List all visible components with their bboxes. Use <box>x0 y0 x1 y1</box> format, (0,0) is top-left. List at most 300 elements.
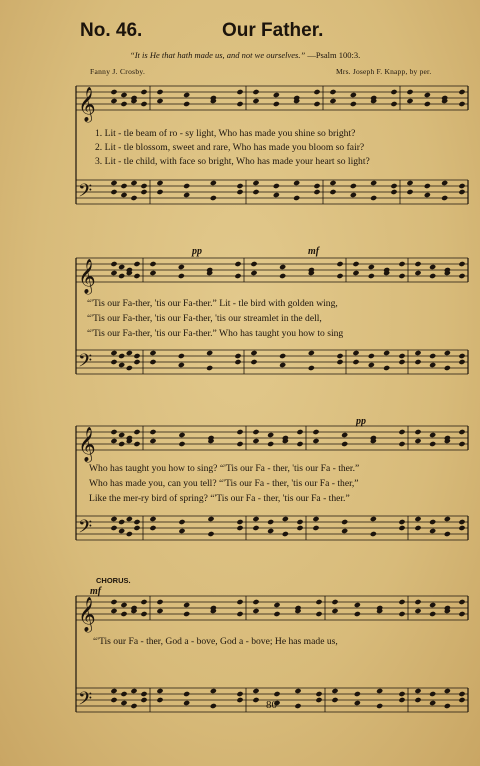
note-head <box>149 438 156 444</box>
staff-lines <box>76 86 468 712</box>
note-head <box>429 691 436 697</box>
note-head <box>110 270 117 276</box>
note-head <box>140 691 147 697</box>
note-head <box>329 189 336 195</box>
note-head <box>331 608 338 614</box>
note-head <box>429 700 436 706</box>
note-head <box>133 525 140 531</box>
note-head <box>252 608 259 614</box>
note-head <box>183 611 190 617</box>
note-heads <box>110 89 465 709</box>
note-head <box>370 180 377 186</box>
note-head <box>273 101 280 107</box>
treble-clef-icon: 𝄞 <box>78 597 96 632</box>
note-head <box>110 429 117 435</box>
note-head <box>398 599 405 605</box>
note-head <box>130 688 137 694</box>
note-head <box>110 516 117 522</box>
note-head <box>458 261 465 267</box>
note-head <box>183 101 190 107</box>
note-head <box>313 101 320 107</box>
note-head <box>458 599 465 605</box>
note-head <box>414 261 421 267</box>
note-head <box>331 697 338 703</box>
note-head <box>390 189 397 195</box>
note-head <box>156 89 163 95</box>
note-head <box>315 697 322 703</box>
note-head <box>383 365 390 371</box>
note-head <box>183 691 190 697</box>
note-head <box>118 432 125 438</box>
note-head <box>236 89 243 95</box>
note-head <box>250 261 257 267</box>
note-head <box>315 691 322 697</box>
epigraph-text: “It is He that hath made us, and not we ourselves.” <box>130 50 306 60</box>
system1-verse1: 1. Lit - tle beam of ro - sy light, Who has made you shine so bright? <box>95 128 356 139</box>
note-head <box>458 525 465 531</box>
note-head <box>331 599 338 605</box>
note-head <box>133 273 140 279</box>
note-head <box>210 195 217 201</box>
note-head <box>110 688 117 694</box>
note-head <box>383 350 390 356</box>
note-head <box>414 697 421 703</box>
note-head <box>458 519 465 525</box>
note-head <box>183 183 190 189</box>
note-head <box>118 362 125 368</box>
note-head <box>398 441 405 447</box>
note-head <box>296 525 303 531</box>
note-head <box>156 189 163 195</box>
note-head <box>133 429 140 435</box>
note-head <box>368 273 375 279</box>
note-head <box>296 519 303 525</box>
note-head <box>156 180 163 186</box>
note-head <box>341 519 348 525</box>
note-head <box>156 697 163 703</box>
system3-verse3: Like the mer-ry bird of spring? “'Tis our Fa - ther, 'tis our Fa - ther.” <box>89 493 350 504</box>
note-head <box>110 599 117 605</box>
note-head <box>458 611 465 617</box>
note-head <box>354 602 361 608</box>
note-head <box>140 189 147 195</box>
note-head <box>315 611 322 617</box>
note-head <box>429 519 436 525</box>
note-head <box>120 611 127 617</box>
note-head <box>398 359 405 365</box>
note-head <box>250 359 257 365</box>
note-head <box>458 101 465 107</box>
note-head <box>444 531 451 537</box>
note-head <box>149 516 156 522</box>
note-head <box>133 441 140 447</box>
note-head <box>398 273 405 279</box>
note-head <box>294 703 301 709</box>
note-head <box>267 441 274 447</box>
note-head <box>414 429 421 435</box>
epigraph-reference: —Psalm 100:3. <box>307 50 361 60</box>
note-head <box>110 438 117 444</box>
note-head <box>444 516 451 522</box>
note-head <box>210 703 217 709</box>
note-head <box>133 261 140 267</box>
note-head <box>414 688 421 694</box>
note-head <box>293 195 300 201</box>
note-head <box>252 599 259 605</box>
note-head <box>336 261 343 267</box>
bass-clef-icon: 𝄢 <box>78 517 93 542</box>
note-head <box>110 89 117 95</box>
note-head <box>178 264 185 270</box>
note-head <box>350 183 357 189</box>
note-head <box>149 525 156 531</box>
note-head <box>273 611 280 617</box>
note-head <box>429 353 436 359</box>
note-head <box>424 192 431 198</box>
note-head <box>234 261 241 267</box>
treble-clef-icon: 𝄞 <box>78 259 96 294</box>
note-head <box>140 183 147 189</box>
note-head <box>234 273 241 279</box>
note-head <box>110 608 117 614</box>
note-head <box>424 183 431 189</box>
note-head <box>120 92 127 98</box>
note-head <box>210 180 217 186</box>
composer-credit: Mrs. Joseph F. Knapp, by per. <box>336 67 432 76</box>
note-head <box>312 516 319 522</box>
note-head <box>282 516 289 522</box>
note-head <box>329 89 336 95</box>
note-head <box>458 183 465 189</box>
note-head <box>458 189 465 195</box>
note-head <box>110 525 117 531</box>
note-head <box>120 183 127 189</box>
note-head <box>183 700 190 706</box>
note-head <box>429 611 436 617</box>
note-head <box>236 183 243 189</box>
note-head <box>458 441 465 447</box>
note-head <box>110 189 117 195</box>
dynamic-mf-1: mf <box>308 246 320 257</box>
note-head <box>352 359 359 365</box>
note-head <box>110 261 117 267</box>
note-head <box>376 688 383 694</box>
note-head <box>236 599 243 605</box>
note-head <box>252 189 259 195</box>
note-head <box>429 264 436 270</box>
note-head <box>315 599 322 605</box>
note-head <box>118 519 125 525</box>
note-head <box>350 192 357 198</box>
note-head <box>429 362 436 368</box>
note-head <box>444 688 451 694</box>
note-head <box>352 350 359 356</box>
note-head <box>424 101 431 107</box>
note-head <box>368 353 375 359</box>
note-head <box>178 432 185 438</box>
note-head <box>429 528 436 534</box>
chorus-lyric: “'Tis our Fa - ther, God a - bove, God a - bove; He has made us, <box>93 636 338 647</box>
note-head <box>178 353 185 359</box>
note-head <box>354 611 361 617</box>
note-head <box>368 362 375 368</box>
note-head <box>341 441 348 447</box>
note-head <box>370 531 377 537</box>
note-head <box>331 688 338 694</box>
note-head <box>126 531 133 537</box>
note-head <box>252 98 259 104</box>
treble-clef-icon: 𝄞 <box>78 427 96 462</box>
note-head <box>329 180 336 186</box>
note-head <box>110 697 117 703</box>
system1-verse3: 3. Lit - tle child, with face so bright, Who has made your heart so light? <box>95 156 370 167</box>
note-head <box>133 353 140 359</box>
note-head <box>120 700 127 706</box>
note-head <box>267 519 274 525</box>
note-head <box>120 192 127 198</box>
note-head <box>444 350 451 356</box>
note-head <box>133 519 140 525</box>
note-head <box>236 441 243 447</box>
note-head <box>273 192 280 198</box>
page-number: 80 <box>266 699 277 711</box>
note-head <box>206 350 213 356</box>
hymn-number: No. 46. <box>80 20 143 41</box>
note-head <box>341 432 348 438</box>
note-head <box>398 429 405 435</box>
note-head <box>267 528 274 534</box>
note-head <box>250 350 257 356</box>
note-head <box>236 429 243 435</box>
note-head <box>313 89 320 95</box>
dynamic-pp-1: pp <box>192 246 202 257</box>
note-head <box>273 183 280 189</box>
note-head <box>156 608 163 614</box>
lyricist-credit: Fanny J. Crosby. <box>90 67 146 76</box>
note-head <box>140 697 147 703</box>
note-head <box>236 101 243 107</box>
note-head <box>341 528 348 534</box>
note-head <box>429 602 436 608</box>
note-head <box>118 528 125 534</box>
note-head <box>252 697 259 703</box>
note-head <box>178 528 185 534</box>
note-head <box>133 359 140 365</box>
note-head <box>118 441 125 447</box>
note-head <box>414 516 421 522</box>
note-head <box>398 519 405 525</box>
note-head <box>252 429 259 435</box>
note-head <box>458 697 465 703</box>
note-head <box>296 429 303 435</box>
note-head <box>273 691 280 697</box>
note-head <box>444 703 451 709</box>
note-head <box>390 89 397 95</box>
note-head <box>376 703 383 709</box>
note-head <box>336 359 343 365</box>
note-head <box>444 365 451 371</box>
note-head <box>126 365 133 371</box>
dynamic-mf-2: mf <box>90 586 102 597</box>
note-head <box>110 350 117 356</box>
note-head <box>110 180 117 186</box>
note-head <box>267 432 274 438</box>
note-head <box>252 525 259 531</box>
note-head <box>312 438 319 444</box>
note-head <box>279 273 286 279</box>
note-head <box>236 691 243 697</box>
note-head <box>140 599 147 605</box>
note-head <box>441 180 448 186</box>
note-head <box>414 608 421 614</box>
note-head <box>406 189 413 195</box>
note-head <box>273 602 280 608</box>
bass-clef-icon: 𝄢 <box>78 181 93 206</box>
note-head <box>293 180 300 186</box>
note-head <box>236 189 243 195</box>
note-head <box>354 691 361 697</box>
note-head <box>236 697 243 703</box>
note-head <box>250 270 257 276</box>
note-head <box>183 602 190 608</box>
note-head <box>178 519 185 525</box>
note-head <box>120 602 127 608</box>
system2-verse3: “'Tis our Fa-ther, 'tis our Fa-ther.” Who has taught you how to sing <box>87 328 344 339</box>
note-head <box>279 353 286 359</box>
note-head <box>406 180 413 186</box>
hymn-title: Our Father. <box>222 20 324 41</box>
note-head <box>126 350 133 356</box>
note-head <box>156 599 163 605</box>
note-head <box>414 350 421 356</box>
note-head <box>458 273 465 279</box>
note-head <box>149 270 156 276</box>
note-head <box>130 703 137 709</box>
note-head <box>398 261 405 267</box>
note-head <box>279 362 286 368</box>
bass-clef-icon: 𝄢 <box>78 351 93 376</box>
note-head <box>156 688 163 694</box>
note-head <box>252 89 259 95</box>
bass-clef-icon: 𝄢 <box>78 689 93 714</box>
note-head <box>414 599 421 605</box>
note-head <box>429 441 436 447</box>
note-head <box>312 429 319 435</box>
note-head <box>429 273 436 279</box>
note-head <box>313 183 320 189</box>
note-head <box>336 353 343 359</box>
note-head <box>234 359 241 365</box>
note-head <box>236 611 243 617</box>
note-head <box>398 691 405 697</box>
note-head <box>350 92 357 98</box>
note-head <box>352 270 359 276</box>
note-head <box>207 516 214 522</box>
note-head <box>207 531 214 537</box>
note-head <box>183 192 190 198</box>
note-head <box>252 516 259 522</box>
note-head <box>236 525 243 531</box>
note-head <box>398 697 405 703</box>
dynamic-pp-2: pp <box>356 416 366 427</box>
note-head <box>140 89 147 95</box>
note-head <box>312 525 319 531</box>
note-head <box>370 195 377 201</box>
system2-verse2: “'Tis our Fa-ther, 'tis our Fa-ther, 'tis our streamlet in the dell, <box>87 313 322 324</box>
chorus-label: CHORUS. <box>96 576 131 585</box>
note-head <box>414 525 421 531</box>
note-head <box>458 359 465 365</box>
note-head <box>414 438 421 444</box>
note-head <box>178 441 185 447</box>
note-head <box>236 519 243 525</box>
system2-verse1: “'Tis our Fa-ther, 'tis our Fa-ther.” Lit - tle bird with golden wing, <box>87 298 338 309</box>
note-head <box>458 691 465 697</box>
note-head <box>120 101 127 107</box>
note-head <box>178 273 185 279</box>
note-head <box>206 365 213 371</box>
note-head <box>406 98 413 104</box>
note-head <box>110 98 117 104</box>
note-head <box>118 264 125 270</box>
note-head <box>140 611 147 617</box>
note-head <box>296 441 303 447</box>
note-head <box>120 691 127 697</box>
note-head <box>368 264 375 270</box>
note-head <box>336 273 343 279</box>
system3-verse1: Who has taught you how to sing? “'Tis our Fa - ther, 'tis our Fa - ther.” <box>89 463 360 474</box>
note-head <box>390 183 397 189</box>
note-head <box>282 531 289 537</box>
note-head <box>149 429 156 435</box>
note-head <box>354 700 361 706</box>
note-head <box>118 353 125 359</box>
note-head <box>252 438 259 444</box>
note-head <box>329 98 336 104</box>
note-head <box>458 429 465 435</box>
treble-clef-icon: 𝄞 <box>78 87 96 122</box>
note-head <box>252 180 259 186</box>
note-head <box>279 264 286 270</box>
note-head <box>424 92 431 98</box>
clef-symbols <box>78 87 96 714</box>
note-head <box>406 89 413 95</box>
note-head <box>313 189 320 195</box>
note-head <box>370 516 377 522</box>
note-head <box>273 92 280 98</box>
note-head <box>398 525 405 531</box>
note-head <box>149 359 156 365</box>
note-head <box>110 359 117 365</box>
note-head <box>308 350 315 356</box>
note-head <box>414 270 421 276</box>
note-head <box>414 359 421 365</box>
note-head <box>149 350 156 356</box>
note-head <box>118 273 125 279</box>
note-head <box>350 101 357 107</box>
note-head <box>398 353 405 359</box>
note-head <box>458 353 465 359</box>
note-head <box>294 688 301 694</box>
note-head <box>398 611 405 617</box>
note-head <box>429 432 436 438</box>
note-head <box>210 688 217 694</box>
note-head <box>130 195 137 201</box>
note-head <box>252 688 259 694</box>
note-head <box>149 261 156 267</box>
note-head <box>352 261 359 267</box>
note-head <box>156 98 163 104</box>
